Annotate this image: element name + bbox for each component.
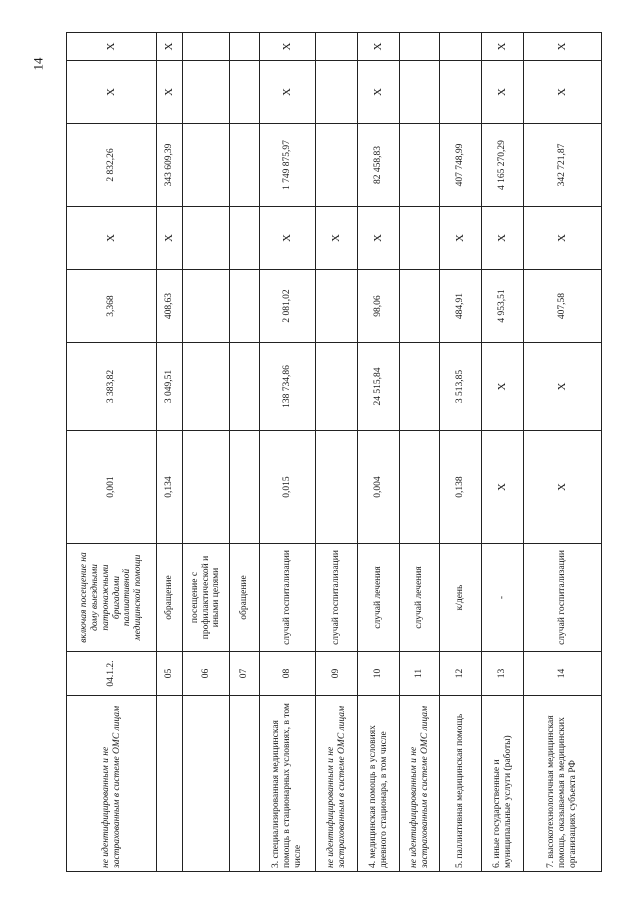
per-capita-oms-cell: X [440, 206, 481, 269]
name-cell [183, 695, 229, 871]
document-table [67, 33, 601, 871]
per-capita-budget-cell [230, 269, 259, 342]
cost-cell: 24 515,84 [358, 342, 399, 430]
total-budget-cell: 2 832,26 [67, 123, 156, 206]
name-cell: не идентифицированным и не застрахованным в системе ОМС лицам [67, 695, 156, 871]
total-budget-cell [316, 123, 357, 206]
total-budget-cell [400, 123, 439, 206]
total-oms-cell: X [260, 60, 315, 123]
table-row [260, 33, 316, 871]
norm-cell: 0,134 [157, 430, 182, 543]
unit-cell: случай лечения [400, 543, 439, 651]
code-cell: 09 [316, 651, 357, 695]
total-budget-cell: 342 721,87 [524, 123, 601, 206]
unit-cell: обращение [157, 543, 182, 651]
unit-cell: посещение с профилактической и иными целями [183, 543, 229, 651]
name-cell: не идентифицированным и не застрахованным в системе ОМС лицам [316, 695, 357, 871]
norm-cell: 0,015 [260, 430, 315, 543]
unit-cell: случай госпитализации [524, 543, 601, 651]
share-cell: X [105, 42, 118, 51]
per-capita-budget-cell: 4 953,51 [482, 269, 523, 342]
per-capita-budget-cell: 98,06 [358, 269, 399, 342]
total-budget-cell: 407 748,99 [440, 123, 481, 206]
cost-cell [400, 342, 439, 430]
unit-cell: - [482, 543, 523, 651]
per-capita-oms-cell: X [157, 206, 182, 269]
code-cell: 08 [260, 651, 315, 695]
unit-cell: случай госпитализации [316, 543, 357, 651]
table-row [316, 33, 358, 871]
cost-cell: X [482, 342, 523, 430]
per-capita-budget-cell [183, 269, 229, 342]
code-cell: 04.1.2. [67, 651, 156, 695]
per-capita-oms-cell: X [524, 206, 601, 269]
per-capita-budget-cell [316, 269, 357, 342]
total-budget-cell [230, 123, 259, 206]
share-cell: X [163, 42, 176, 51]
cost-cell [316, 342, 357, 430]
total-oms-cell [230, 60, 259, 123]
total-oms-cell [316, 60, 357, 123]
norm-cell: X [524, 430, 601, 543]
unit-cell: случай госпитализации [260, 543, 315, 651]
share-cell: X [496, 42, 509, 51]
total-oms-cell: X [482, 60, 523, 123]
table-row [358, 33, 400, 871]
name-cell [157, 695, 182, 871]
name-cell: 6. иные государственные и муниципальные услуги (работы) [482, 695, 523, 871]
total-oms-cell: X [67, 60, 156, 123]
total-budget-cell: 343 609,39 [157, 123, 182, 206]
cost-cell: 138 734,86 [260, 342, 315, 430]
code-cell: 07 [230, 651, 259, 695]
total-oms-cell [440, 60, 481, 123]
name-cell: 4. медицинская помощь в условиях дневного стационара, в том числе [358, 695, 399, 871]
cost-cell: X [524, 342, 601, 430]
cost-cell [183, 342, 229, 430]
norm-cell [400, 430, 439, 543]
total-oms-cell: X [157, 60, 182, 123]
per-capita-budget-cell: 3,368 [67, 269, 156, 342]
total-oms-cell [183, 60, 229, 123]
per-capita-oms-cell: X [316, 206, 357, 269]
name-cell: 7. высокотехнологичная медицинская помощь, оказываемая в медицинских организациях субъекта РФ [524, 695, 601, 871]
table-row [67, 33, 157, 871]
unit-cell: случай лечения [358, 543, 399, 651]
table-row [524, 33, 601, 871]
per-capita-budget-cell: 408,63 [157, 269, 182, 342]
norm-cell: 0,001 [67, 430, 156, 543]
cost-cell: 3 513,85 [440, 342, 481, 430]
share-cell [400, 33, 439, 60]
table-row [400, 33, 440, 871]
norm-cell: 0,138 [440, 430, 481, 543]
total-budget-cell: 4 165 270,29 [482, 123, 523, 206]
table-row [230, 33, 260, 871]
table-row [183, 33, 230, 871]
document-table-frame [66, 32, 602, 872]
norm-cell: 0,004 [358, 430, 399, 543]
cost-cell: 3 049,51 [157, 342, 182, 430]
norm-cell [183, 430, 229, 543]
per-capita-oms-cell [400, 206, 439, 269]
norm-cell: X [482, 430, 523, 543]
share-cell [230, 33, 259, 60]
per-capita-oms-cell [230, 206, 259, 269]
norm-cell [316, 430, 357, 543]
share-cell [440, 33, 481, 60]
total-oms-cell: X [358, 60, 399, 123]
per-capita-oms-cell: X [67, 206, 156, 269]
per-capita-oms-cell [183, 206, 229, 269]
share-cell [183, 33, 229, 60]
total-budget-cell [183, 123, 229, 206]
name-cell: не идентифицированным и не застрахованным в системе ОМС лицам [400, 695, 439, 871]
unit-cell: обращение [230, 543, 259, 651]
name-cell: 5. паллиативная медицинская помощь [440, 695, 481, 871]
code-cell: 06 [183, 651, 229, 695]
code-cell: 10 [358, 651, 399, 695]
cost-cell: 3 383,82 [67, 342, 156, 430]
code-cell: 13 [482, 651, 523, 695]
page-number: 14 [30, 57, 46, 71]
name-cell: 3. специализированная медицинская помощь в стационарных условиях, в том числе [260, 695, 315, 871]
norm-cell [230, 430, 259, 543]
per-capita-budget-cell: 484,91 [440, 269, 481, 342]
table-row [482, 33, 524, 871]
per-capita-oms-cell: X [260, 206, 315, 269]
code-cell: 05 [157, 651, 182, 695]
code-cell: 11 [400, 651, 439, 695]
share-cell: X [281, 42, 294, 51]
table-row [157, 33, 183, 871]
code-cell: 12 [440, 651, 481, 695]
code-cell: 14 [524, 651, 601, 695]
total-budget-cell: 82 458,83 [358, 123, 399, 206]
per-capita-oms-cell: X [358, 206, 399, 269]
per-capita-budget-cell: 2 081,02 [260, 269, 315, 342]
table-row [440, 33, 482, 871]
per-capita-budget-cell [400, 269, 439, 342]
unit-cell: включая посещение на дому выездными патронажными бригадами паллиативной медицинской помощи [67, 543, 156, 651]
cost-cell [230, 342, 259, 430]
total-oms-cell: X [524, 60, 601, 123]
unit-cell: к/день [440, 543, 481, 651]
per-capita-budget-cell: 407,58 [524, 269, 601, 342]
share-cell: X [556, 42, 569, 51]
per-capita-oms-cell: X [482, 206, 523, 269]
total-budget-cell: 1 749 875,97 [260, 123, 315, 206]
name-cell [230, 695, 259, 871]
total-oms-cell [400, 60, 439, 123]
share-cell: X [372, 42, 385, 51]
share-cell [316, 33, 357, 60]
